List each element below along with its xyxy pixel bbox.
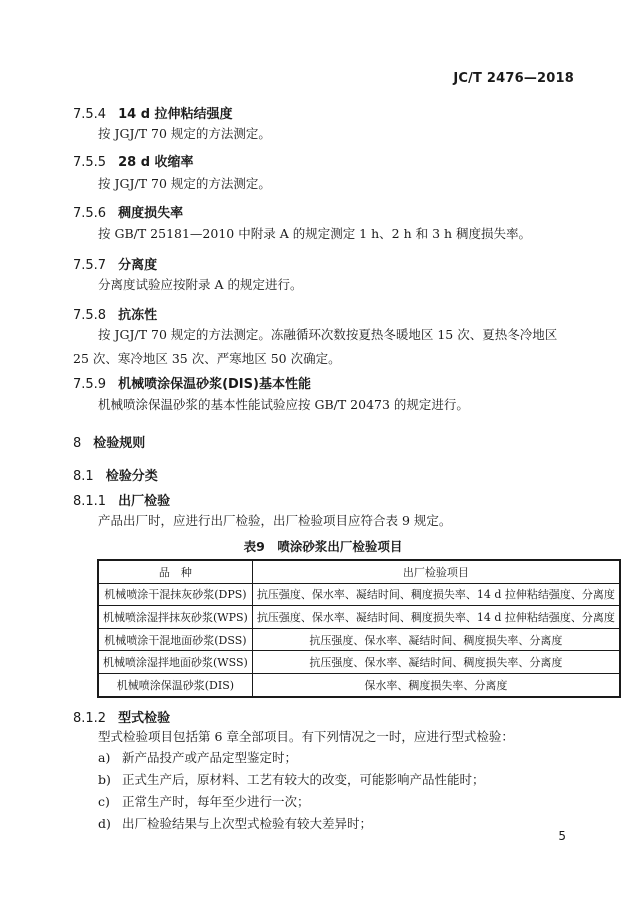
table-cell-items: 抗压强度、保水率、凝结时间、稠度损失率、分离度 [252, 651, 620, 674]
section-text-8-1-2: 型式检验项目包括第 6 章全部项目。有下列情况之一时，应进行型式检验： [98, 729, 514, 744]
condition-item [98, 792, 310, 810]
section-text-7-5-7: 分离度试验应按附录 A 的规定进行。 [98, 277, 303, 292]
section-heading-7-5-4 [73, 103, 573, 122]
section-number: 8.1.2 [73, 711, 107, 726]
section-text-7-5-9: 机械喷涂保温砂浆的基本性能试验应按 GB/T 20473 的规定进行。 [98, 397, 469, 412]
table-caption: 表9 喷涂砂浆出厂检验项目 [243, 539, 403, 554]
section-heading-7-5-6 [73, 202, 573, 221]
table-row [98, 651, 620, 674]
table-row [98, 628, 620, 651]
section-heading-7-5-9 [73, 373, 573, 392]
list-text: 正常生产时，每年至少进行一次； [122, 794, 310, 809]
page-number: 5 [558, 829, 566, 843]
condition-item [98, 748, 297, 766]
section-heading-8-1 [73, 465, 573, 484]
section-title: 稠度损失率 [118, 206, 184, 221]
table-cell-product: 机械喷涂保温砂浆(DIS) [98, 673, 252, 696]
section-number: 7.5.4 [73, 107, 107, 122]
section-title: 出厂检验 [118, 494, 171, 509]
section-heading-8-1-2 [73, 707, 573, 726]
section-title: 检验分类 [105, 469, 158, 484]
table-cell-product: 机械喷涂湿拌地面砂浆(WSS) [98, 651, 252, 674]
section-text-7-5-4: 按 JGJ/T 70 规定的方法测定。 [98, 126, 271, 141]
list-marker: c) [98, 794, 110, 809]
section-number: 7.5.7 [73, 258, 107, 273]
list-marker: b) [98, 772, 111, 787]
section-number: 7.5.9 [73, 377, 107, 392]
table-row [98, 606, 620, 629]
section-text-8-1-1: 产品出厂时，应进行出厂检验，出厂检验项目应符合表 9 规定。 [98, 513, 452, 528]
chapter-heading-8 [73, 432, 573, 451]
chapter-title: 检验规则 [93, 436, 146, 451]
section-text-7-5-8: 按 JGJ/T 70 规定的方法测定。冻融循环次数按夏热冬暖地区 15 次、夏热冬冷地区 25 次、寒冷地区 35 次、严寒地区 50 次确定。 [73, 327, 558, 366]
table-header-cell: 出厂检验项目 [252, 560, 620, 583]
condition-item [98, 814, 372, 832]
table-cell-items: 保水率、稠度损失率、分离度 [252, 673, 620, 696]
section-title: 14 d 拉伸粘结强度 [118, 107, 233, 122]
section-number: 8.1 [73, 469, 94, 484]
section-number: 7.5.5 [73, 155, 107, 170]
section-title: 分离度 [118, 258, 158, 273]
section-text-7-5-6: 按 GB/T 25181—2010 中附录 A 的规定测定 1 h、2 h 和 3 h 稠度损失率。 [98, 226, 532, 241]
table-header-row [98, 560, 620, 583]
table-cell-product: 机械喷涂干混地面砂浆(DSS) [98, 628, 252, 651]
list-text: 正式生产后，原材料、工艺有较大的改变，可能影响产品性能时； [122, 772, 485, 787]
section-heading-7-5-7 [73, 254, 573, 273]
table-cell-items: 抗压强度、保水率、凝结时间、稠度损失率、14 d 拉伸粘结强度、分离度 [252, 606, 620, 629]
chapter-number: 8 [73, 436, 82, 451]
section-title: 机械喷涂保温砂浆(DIS)基本性能 [118, 377, 311, 392]
section-heading-7-5-8 [73, 304, 573, 323]
section-number: 7.5.8 [73, 308, 107, 323]
condition-item [98, 770, 485, 788]
section-number: 8.1.1 [73, 494, 107, 509]
list-marker: a) [98, 750, 111, 765]
table-cell-items: 抗压强度、保水率、凝结时间、稠度损失率、14 d 拉伸粘结强度、分离度 [252, 583, 620, 606]
section-title: 抗冻性 [118, 308, 158, 323]
section-title: 28 d 收缩率 [118, 155, 194, 170]
section-text-7-5-5: 按 JGJ/T 70 规定的方法测定。 [98, 176, 271, 191]
table-cell-items: 抗压强度、保水率、凝结时间、稠度损失率、分离度 [252, 628, 620, 651]
section-heading-7-5-5 [73, 151, 573, 170]
list-marker: d) [98, 816, 111, 831]
standard-code: JC/T 2476—2018 [453, 71, 574, 86]
table-row [98, 673, 620, 696]
table-cell-product: 机械喷涂干混抹灰砂浆(DPS) [98, 583, 252, 606]
inspection-table [97, 559, 621, 698]
table-row [98, 583, 620, 606]
section-heading-8-1-1 [73, 490, 573, 509]
table-header-cell: 品 种 [98, 560, 252, 583]
section-number: 7.5.6 [73, 206, 107, 221]
list-text: 新产品投产或产品定型鉴定时； [122, 750, 298, 765]
list-text: 出厂检验结果与上次型式检验有较大差异时； [122, 816, 373, 831]
section-title: 型式检验 [118, 711, 171, 726]
table-cell-product: 机械喷涂湿拌抹灰砂浆(WPS) [98, 606, 252, 629]
